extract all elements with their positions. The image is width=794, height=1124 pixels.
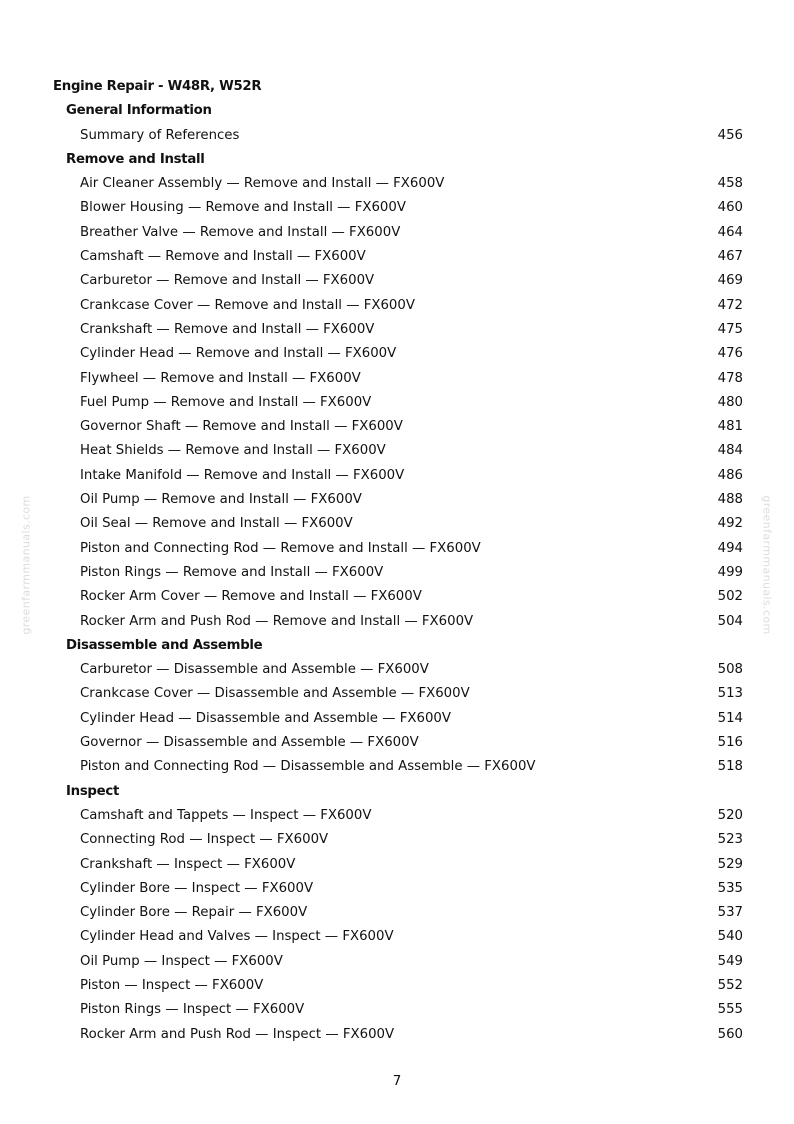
toc-entry[interactable] bbox=[53, 415, 743, 439]
toc-entry[interactable] bbox=[53, 367, 743, 391]
toc-entry-label: Cylinder Head and Valves — Inspect — FX600V bbox=[80, 929, 394, 945]
toc-entry[interactable] bbox=[53, 561, 743, 585]
toc-entry-label: Oil Pump — Remove and Install — FX600V bbox=[80, 492, 362, 508]
toc-entry-label: Camshaft — Remove and Install — FX600V bbox=[80, 249, 366, 265]
toc-entry-label: Carburetor — Remove and Install — FX600V bbox=[80, 273, 375, 289]
toc-entry-page: 456 bbox=[717, 127, 743, 143]
toc-entry-label: Flywheel — Remove and Install — FX600V bbox=[80, 370, 361, 386]
toc-entry-page: 460 bbox=[717, 200, 743, 216]
toc-entry[interactable] bbox=[53, 391, 743, 415]
toc-entry[interactable] bbox=[53, 196, 743, 220]
toc-entry-label: Piston and Connecting Rod — Disassemble and Assemble — FX600V bbox=[80, 759, 536, 775]
toc-entry-page: 484 bbox=[717, 443, 743, 459]
toc-entry[interactable] bbox=[53, 342, 743, 366]
toc-entry[interactable] bbox=[53, 221, 743, 245]
table-of-contents bbox=[53, 75, 743, 1047]
toc-entry-page: 467 bbox=[717, 249, 743, 265]
toc-entry-label: Connecting Rod — Inspect — FX600V bbox=[80, 832, 329, 848]
toc-entry-page: 480 bbox=[717, 394, 743, 410]
toc-entry-label: Piston Rings — Remove and Install — FX600V bbox=[80, 564, 384, 580]
page-number: 7 bbox=[392, 1073, 402, 1089]
toc-entry-page: 486 bbox=[717, 467, 743, 483]
toc-entry-label: Piston Rings — Inspect — FX600V bbox=[80, 1002, 305, 1018]
toc-entry-page: 513 bbox=[717, 686, 743, 702]
watermark-right: greenfarmmanuals.com bbox=[760, 495, 774, 635]
toc-entry-page: 494 bbox=[717, 540, 743, 556]
toc-entry-page: 458 bbox=[717, 176, 743, 192]
toc-entry-label: Piston and Connecting Rod — Remove and Install — FX600V bbox=[80, 540, 481, 556]
toc-entry-page: 520 bbox=[717, 807, 743, 823]
toc-entry-page: 535 bbox=[717, 880, 743, 896]
toc-entry[interactable] bbox=[53, 901, 743, 925]
toc-entry-page: 523 bbox=[717, 832, 743, 848]
toc-entry-page: 518 bbox=[717, 759, 743, 775]
toc-entry[interactable] bbox=[53, 804, 743, 828]
toc-entry-label: Rocker Arm and Push Rod — Inspect — FX600V bbox=[80, 1026, 395, 1042]
toc-entry[interactable] bbox=[53, 464, 743, 488]
toc-entry[interactable] bbox=[53, 439, 743, 463]
toc-entry-label: Heat Shields — Remove and Install — FX600V bbox=[80, 443, 386, 459]
toc-entry-page: 552 bbox=[717, 977, 743, 993]
toc-entry-page: 516 bbox=[717, 735, 743, 751]
toc-entry-label: Cylinder Head — Disassemble and Assemble — FX600V bbox=[80, 710, 451, 726]
toc-entry[interactable] bbox=[53, 172, 743, 196]
toc-entry-label: Carburetor — Disassemble and Assemble — FX600V bbox=[80, 662, 429, 678]
toc-entry[interactable] bbox=[53, 124, 743, 148]
toc-entry-label: Summary of References bbox=[80, 127, 240, 143]
toc-entry-label: Blower Housing — Remove and Install — FX600V bbox=[80, 200, 406, 216]
toc-entry-page: 508 bbox=[717, 662, 743, 678]
toc-entry-label: Crankcase Cover — Remove and Install — FX600V bbox=[80, 297, 415, 313]
toc-entry-page: 492 bbox=[717, 516, 743, 532]
toc-entry-label: Camshaft and Tappets — Inspect — FX600V bbox=[80, 807, 372, 823]
toc-entry-page: 488 bbox=[717, 492, 743, 508]
toc-entry-page: 481 bbox=[717, 419, 743, 435]
toc-entry-page: 549 bbox=[717, 953, 743, 969]
toc-entry-page: 469 bbox=[717, 273, 743, 289]
toc-entry[interactable] bbox=[53, 537, 743, 561]
toc-sections bbox=[53, 99, 743, 1047]
toc-section-heading: Remove and Install bbox=[66, 151, 205, 167]
toc-entry-label: Fuel Pump — Remove and Install — FX600V bbox=[80, 394, 372, 410]
toc-entry-page: 475 bbox=[717, 321, 743, 337]
toc-entry-page: 472 bbox=[717, 297, 743, 313]
toc-entry[interactable] bbox=[53, 1023, 743, 1047]
toc-entry-label: Intake Manifold — Remove and Install — FX600V bbox=[80, 467, 405, 483]
toc-entry-page: 476 bbox=[717, 346, 743, 362]
toc-entry-page: 537 bbox=[717, 905, 743, 921]
toc-entry[interactable] bbox=[53, 950, 743, 974]
toc-entry-page: 504 bbox=[717, 613, 743, 629]
toc-entry-label: Governor — Disassemble and Assemble — FX600V bbox=[80, 735, 419, 751]
toc-entry[interactable] bbox=[53, 853, 743, 877]
toc-entry-label: Oil Pump — Inspect — FX600V bbox=[80, 953, 283, 969]
toc-entry-page: 555 bbox=[717, 1002, 743, 1018]
toc-entry-label: Rocker Arm and Push Rod — Remove and Install — FX600V bbox=[80, 613, 474, 629]
toc-entry-label: Breather Valve — Remove and Install — FX600V bbox=[80, 224, 401, 240]
toc-entry-label: Cylinder Head — Remove and Install — FX600V bbox=[80, 346, 397, 362]
toc-title: Engine Repair - W48R, W52R bbox=[53, 79, 262, 94]
toc-entry-page: 514 bbox=[717, 710, 743, 726]
toc-entry-page: 464 bbox=[717, 224, 743, 240]
toc-entry[interactable] bbox=[53, 245, 743, 269]
toc-entry-label: Cylinder Bore — Repair — FX600V bbox=[80, 905, 308, 921]
toc-entry-label: Crankcase Cover — Disassemble and Assemble — FX600V bbox=[80, 686, 470, 702]
toc-entry[interactable] bbox=[53, 828, 743, 852]
toc-section-heading: Disassemble and Assemble bbox=[66, 637, 263, 653]
toc-entry-page: 502 bbox=[717, 589, 743, 605]
toc-entry[interactable] bbox=[53, 269, 743, 293]
toc-entry-label: Air Cleaner Assembly — Remove and Install — FX600V bbox=[80, 176, 445, 192]
toc-entry-label: Crankshaft — Inspect — FX600V bbox=[80, 856, 296, 872]
toc-entry[interactable] bbox=[53, 488, 743, 512]
watermark-left: greenfarmmanuals.com bbox=[19, 495, 33, 635]
toc-section-heading: Inspect bbox=[66, 783, 120, 799]
toc-entry-label: Oil Seal — Remove and Install — FX600V bbox=[80, 516, 353, 532]
toc-entry[interactable] bbox=[53, 707, 743, 731]
toc-entry[interactable] bbox=[53, 658, 743, 682]
toc-entry[interactable] bbox=[53, 610, 743, 634]
toc-entry[interactable] bbox=[53, 682, 743, 706]
toc-entry[interactable] bbox=[53, 925, 743, 949]
toc-entry[interactable] bbox=[53, 512, 743, 536]
toc-entry-label: Cylinder Bore — Inspect — FX600V bbox=[80, 880, 314, 896]
toc-entry[interactable] bbox=[53, 974, 743, 998]
toc-entry-label: Governor Shaft — Remove and Install — FX600V bbox=[80, 419, 403, 435]
toc-section-heading: General Information bbox=[66, 103, 212, 119]
toc-entry[interactable] bbox=[53, 877, 743, 901]
toc-entry-label: Rocker Arm Cover — Remove and Install — FX600V bbox=[80, 589, 422, 605]
toc-entry[interactable] bbox=[53, 755, 743, 779]
toc-entry[interactable] bbox=[53, 731, 743, 755]
toc-entry-page: 560 bbox=[717, 1026, 743, 1042]
toc-entry[interactable] bbox=[53, 294, 743, 318]
toc-entry-page: 499 bbox=[717, 564, 743, 580]
toc-entry-label: Crankshaft — Remove and Install — FX600V bbox=[80, 321, 375, 337]
toc-entry[interactable] bbox=[53, 585, 743, 609]
toc-entry-page: 529 bbox=[717, 856, 743, 872]
toc-entry[interactable] bbox=[53, 318, 743, 342]
toc-entry-page: 540 bbox=[717, 929, 743, 945]
toc-entry-page: 478 bbox=[717, 370, 743, 386]
toc-entry[interactable] bbox=[53, 998, 743, 1022]
toc-entry-label: Piston — Inspect — FX600V bbox=[80, 977, 264, 993]
